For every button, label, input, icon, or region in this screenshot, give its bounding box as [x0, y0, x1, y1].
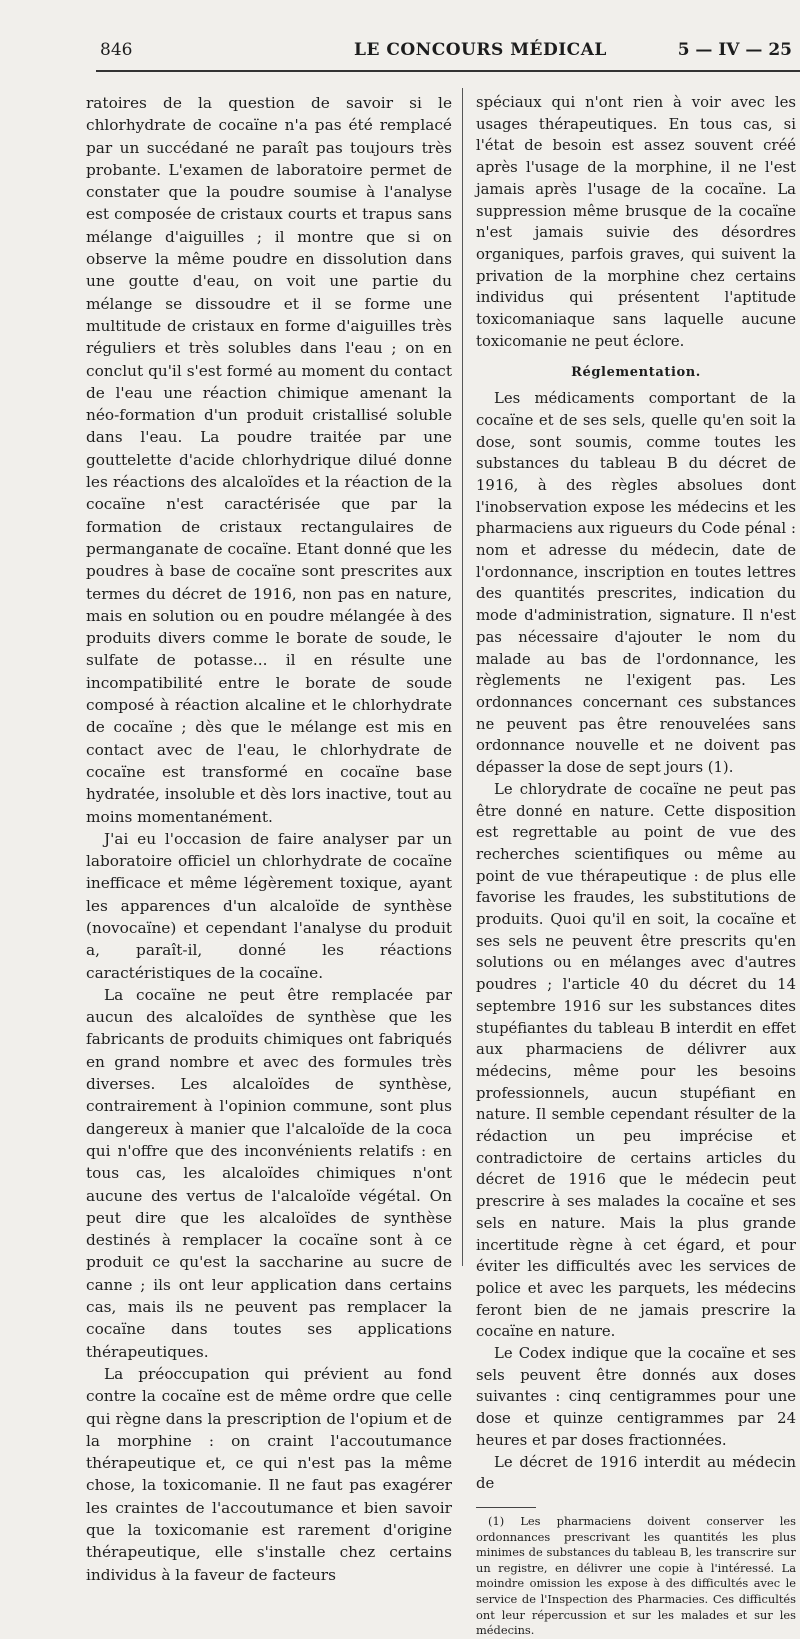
body-paragraph: ratoires de la question de savoir si le chlorhydrate de cocaïne n'a pas été remplacé par un succédané ne paraît pas toujours très probante. L'examen de laboratoire permet de constater que la poudre soumise à l'analyse est composée de cristaux courts et trapus sans mélange d'aiguilles ; il montre que si on observe la même poudre en dissolution dans une goutte d'eau, on voit une partie du mélange se dissoudre et il se forme une multitude de cristaux en forme d'aiguilles très réguliers et très solubles dans l'eau ; on en conclut qu'il s'est formé au moment du contact de l'eau une réaction chimique amenant la néo-formation d'un produit cristallisé soluble dans l'eau. La poudre traitée par une gouttelette d'acide chlorhydrique dilué donne les réactions des alcaloïdes et la réaction de la cocaïne n'est caractérisée que par la formation de cristaux rectangulaires de permanganate de cocaïne. Etant donné que les poudres à base de cocaïne sont prescrites aux termes du décret de 1916, non pas en nature, mais en solution ou en poudre mélangée à des produits divers comme le borate de soude, le sulfate de potasse... il en résulte une incompatibilité entre le borate de soude composé à réaction alcaline et le chlorhydrate de cocaïne ; dès que le mélange est mis en contact avec de l'eau, le chlorhydrate de cocaïne est transformé en cocaïne base hydratée, insoluble et dès lors inactive, tout au moins momentanément. — [86, 94, 452, 826]
footnote: (1) Les pharmaciens doivent conserver les ordonnances prescrivant les quantités les plus minimes de substances du tableau B, les transcrire sur un registre, en délivrer une copie à l'intéressé. La moindre omission les expose à des difficultés avec le service de l'Inspection des Pharmacies. Ces difficultés ont leur répercussion et sur les malades et sur les médecins. — [476, 1514, 796, 1638]
section-heading: Réglementation. — [571, 365, 701, 381]
right-column — [476, 92, 796, 1639]
footnote-rule — [476, 1507, 536, 1508]
page-header — [100, 40, 800, 70]
body-paragraph: Le Codex indique que la cocaïne et ses sels peuvent être donnés aux doses suivantes : cinq centigrammes pour une dose et quinze centigrammes par 24 heures et par doses fractionnées. — [476, 1345, 796, 1449]
header-rule — [96, 70, 800, 72]
journal-title: LE CONCOURS MÉDICAL — [354, 40, 607, 60]
body-paragraph: Le chlorydrate de cocaïne ne peut pas être donné en nature. Cette disposition est regrettable au point de vue des recherches scientifiques ou même au point de vue thérapeutique : de plus elle favorise les fraudes, les substitutions de produits. Quoi qu'il en soit, la cocaïne et ses sels ne peuvent être prescrits qu'en solutions ou en mélanges avec d'autres poudres ; l'article 40 du décret du 14 septembre 1916 sur les substances dites stupéfiantes du tableau B interdit en effet aux pharmaciens de délivrer aux médecins, même pour les besoins professionnels, aucun stupéfiant en nature. Il semble cependant résulter de la rédaction un peu imprécise et contradictoire de certains articles du décret de 1916 que le médecin peut prescrire à ses malades la cocaïne et ses sels en nature. Mais la plus grande incertitude règne à cet égard, et pour éviter les difficultés avec les services de police et avec les parquets, les médecins feront bien de ne jamais prescrire la cocaïne en nature. — [476, 780, 796, 1341]
body-paragraph: J'ai eu l'occasion de faire analyser par un laboratoire officiel un chlorhydrate de cocaïne inefficace et même légèrement toxique, ayant les apparences d'un alcaloïde de synthèse (novocaïne) et cependant l'analyse du produit a, paraît-il, donné les réactions caractéristiques de la cocaïne. — [86, 829, 452, 982]
body-paragraph: Les médicaments comportant de la cocaïne et de ses sels, quelle qu'en soit la dose, sont soumis, comme toutes les substances du tableau B du décret de 1916, à des règles absolues dont l'inobservation expose les médecins et les pharmaciens aux rigueurs du Code pénal : nom et adresse du médecin, date de l'ordonnance, inscription en toutes lettres des quantités prescrites, indication du mode d'administration, signature. Il n'est pas nécessaire d'ajouter le nom du malade au bas de l'ordonnance, les règlements ne l'exigent pas. Les ordonnances concernant ces substances ne peuvent pas être renouvelées sans ordonnance nouvelle et ne doivent pas dépasser la dose de sept jours (1). — [476, 390, 796, 777]
body-paragraph: La préoccupation qui prévient au fond contre la cocaïne est de même ordre que celle qui règne dans la prescription de l'opium et de la morphine : on craint l'accoutumance thérapeutique et, ce qui n'est pas la même chose, la toxicomanie. Il ne faut pas exagérer les craintes de l'accoutumance et bien savoir que la toxicomanie est rarement d'origine thérapeutique, elle s'installe chez certains individus à la faveur de facteurs — [86, 1364, 452, 1584]
issue-date: 5 — IV — 25 — [677, 40, 792, 60]
body-paragraph: spéciaux qui n'ont rien à voir avec les usages thérapeutiques. En tous cas, si l'état de besoin est assez souvent créé après l'usage de la morphine, il ne l'est jamais après l'usage de la cocaïne. La suppression même brusque de la cocaïne n'est jamais suivie des désordres organiques, parfois graves, qui suivent la privation de la morphine chez certains individus qui présentent l'aptitude toxicomaniaque sans laquelle aucune toxicomanie ne peut éclore. — [476, 94, 796, 350]
page-number: 846 — [100, 40, 133, 60]
body-paragraph: Le décret de 1916 interdit au médecin de — [476, 1453, 796, 1493]
column-divider — [462, 88, 463, 1266]
left-column — [86, 92, 452, 1586]
body-paragraph: La cocaïne ne peut être remplacée par aucun des alcaloïdes de synthèse que les fabricants de produits chimiques ont fabriqués en grand nombre et avec des formules très diverses. Les alcaloïdes de synthèse, contrairement à l'opinion commune, sont plus dangereux à manier que l'alcaloïde de la coca qui n'offre que des inconvénients relatifs : en tous cas, les alcaloïdes chimiques n'ont aucune des vertus de l'alcaloïde végétal. On peut dire que les alcaloïdes de synthèse destinés à remplacer la cocaïne sont à ce produit ce qu'est la saccharine au sucre de canne ; ils ont leur application dans certains cas, mais ils ne peuvent pas remplacer la cocaïne dans toutes ses applications thérapeutiques. — [86, 985, 452, 1361]
